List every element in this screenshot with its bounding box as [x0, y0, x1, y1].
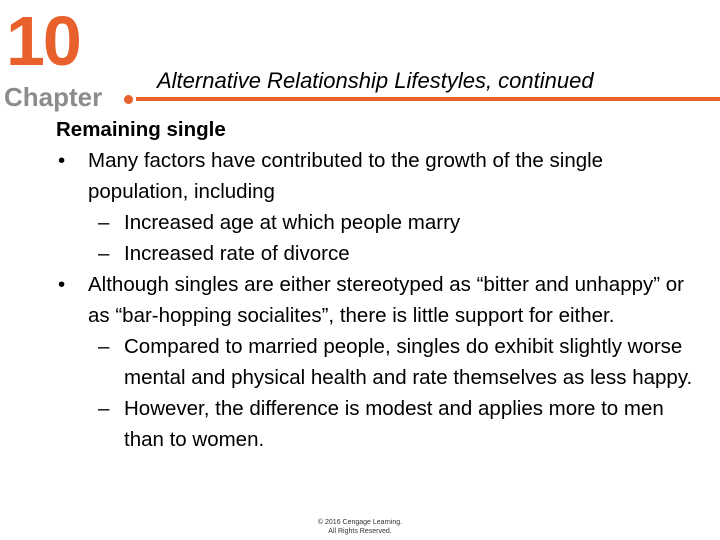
- bullet-item: [56, 269, 696, 331]
- sub-bullet-item: [88, 207, 696, 238]
- sub-bullet-item: [88, 331, 696, 393]
- sub-bullet-text: Compared to married people, singles do exhibit slightly worse mental and physical health and rate themselves as less happy.: [124, 335, 693, 389]
- title-rule-dot: [124, 95, 133, 104]
- copyright-line: © 2016 Cengage Learning.: [317, 519, 403, 526]
- sub-bullet-marker: –: [98, 211, 110, 234]
- sub-bullet-marker: –: [98, 242, 110, 265]
- bullet-text: Although singles are either stereotyped as “bitter and unhappy” or as “bar-hopping socialites”, there is little support for either.: [88, 273, 685, 327]
- sub-bullet-item: [88, 238, 696, 269]
- bullet-item: [56, 145, 696, 207]
- title-rule-line: [136, 97, 720, 101]
- chapter-number: 10: [6, 2, 80, 80]
- copyright-footer: [300, 518, 420, 536]
- sub-bullet-text: Increased rate of divorce: [124, 242, 350, 265]
- sub-bullet-text: However, the difference is modest and applies more to men than to women.: [124, 397, 664, 451]
- sub-bullet-item: [88, 393, 696, 455]
- section-heading: Remaining single: [56, 118, 226, 141]
- sub-bullet-marker: –: [98, 397, 110, 420]
- sub-bullet-marker: –: [98, 335, 110, 358]
- rights-line: All Rights Reserved.: [328, 528, 392, 535]
- sub-bullet-text: Increased age at which people marry: [124, 211, 461, 234]
- bullet-text: Many factors have contributed to the growth of the single population, including: [88, 149, 604, 203]
- bullet-marker: •: [58, 273, 66, 296]
- slide-title: Alternative Relationship Lifestyles, continued: [157, 68, 594, 93]
- slide-body: [56, 114, 696, 455]
- bullet-marker: •: [58, 149, 66, 172]
- chapter-label: Chapter: [4, 82, 103, 112]
